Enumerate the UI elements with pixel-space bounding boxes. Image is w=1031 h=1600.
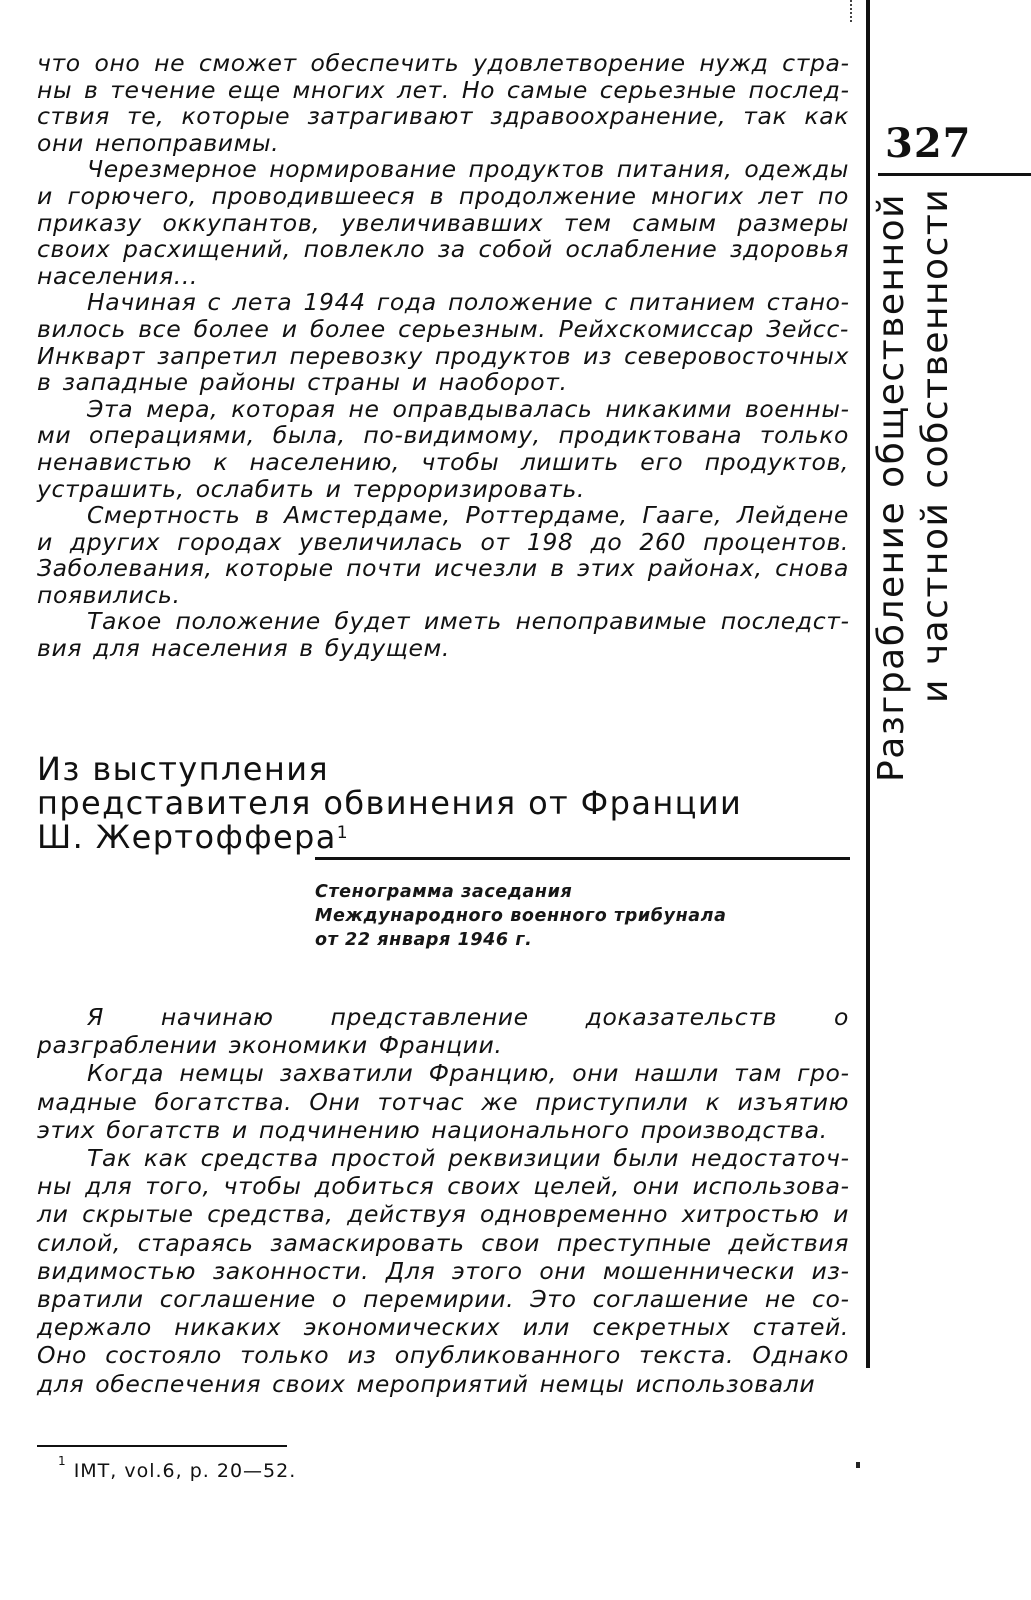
section-2-text bbox=[37, 1003, 849, 1398]
source-note-line-2: Международного военного трибунала bbox=[315, 906, 727, 926]
section-1-text bbox=[37, 50, 849, 662]
running-title bbox=[870, 186, 990, 786]
paragraph: Я начинаю представление доказательств о разграблении экономики Франции. bbox=[37, 1003, 849, 1060]
footnote-mark: 1 bbox=[58, 1454, 67, 1468]
paragraph: Черезмерное нормирование продуктов питания, одежды и горючего, проводившееся в продолжение многих лет по приказу оккупантов, увеличивавших тем самым размеры своих расхищений, повлекло за собой ослабление здоровья населения... bbox=[37, 155, 849, 290]
section-heading bbox=[37, 752, 817, 854]
footnote bbox=[58, 1454, 297, 1482]
heading-line-3 bbox=[37, 820, 817, 854]
source-note-line-3: от 22 января 1946 г. bbox=[315, 930, 533, 950]
heading-rule bbox=[315, 857, 850, 860]
paragraph: Эта мера, которая не оправдывалась никакими военными операциями, была, по-видимому, продиктована только ненавистью к населению, чтобы лишить его продуктов, устрашить, ослабить и терроризировать. bbox=[37, 394, 849, 503]
paragraph: Так как средства простой реквизиции были недостаточны для того, чтобы добиться своих целей, они использовали скрытые средства, действуя одновременно хитростью и силой, стараясь замаскировать свои преступные действия видимостью законности. Для этого они мошеннически извратили соглашение о перемирии. Это соглашение не содержало никаких экономических или секретных статей. Оно состояло только из опубликованного текста. Однако для обеспечения своих мероприятий немцы использовали bbox=[37, 1144, 849, 1398]
paragraph: Такое положение будет иметь непоправимые последствия для населения в будущем. bbox=[37, 607, 849, 663]
margin-tick bbox=[850, 0, 854, 22]
heading-line-2: представителя обвинения от Франции bbox=[37, 784, 743, 822]
page-number: 327 bbox=[885, 120, 972, 167]
heading-footnote-mark: 1 bbox=[336, 823, 349, 843]
heading-speaker: Ш. Жертоффера bbox=[37, 818, 337, 856]
footnote-rule bbox=[37, 1445, 287, 1447]
footnote-text: IMT, vol.6, p. 20—52. bbox=[73, 1460, 297, 1482]
print-mark bbox=[856, 1462, 860, 1468]
source-note-line-1: Стенограмма заседания bbox=[315, 882, 573, 902]
paragraph: что оно не сможет обеспечить удовлетворение нужд страны в течение еще многих лет. Но самые серьезные последствия те, которые затрагивают здравоохранение, так как они непоправимы. bbox=[37, 49, 849, 157]
source-note bbox=[315, 880, 835, 952]
paragraph: Смертность в Амстердаме, Роттердаме, Гааге, Лейдене и других городах увеличилась от 198 до 260 процентов. Заболевания, которые почти исчезли в этих районах, снова появились. bbox=[37, 501, 849, 609]
running-title-line-1: Разграбление общественной bbox=[871, 192, 912, 782]
page-number-rule bbox=[878, 173, 1031, 176]
paragraph: Начиная с лета 1944 года положение с питанием становилось все более и более серьезным. Рейхскомиссар Зейсс-Инкварт запретил перевозку продуктов из северовосточных в западные районы страны и наоборот. bbox=[37, 288, 849, 397]
heading-line-1: Из выступления bbox=[37, 750, 330, 788]
running-title-line-2: и частной собственности bbox=[915, 187, 956, 703]
paragraph: Когда немцы захватили Францию, они нашли там громадные богатства. Они тотчас же приступили к изъятию этих богатств и подчинению национального производства. bbox=[37, 1059, 849, 1144]
